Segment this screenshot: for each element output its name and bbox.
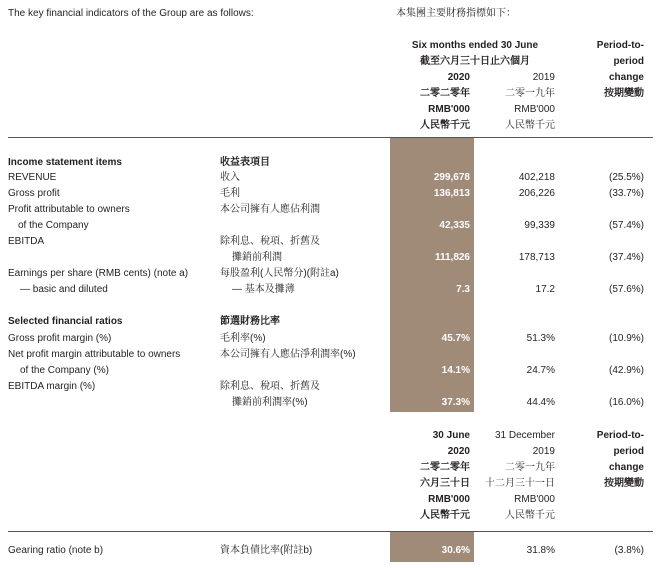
h2-col3-line4: 按期變動: [604, 478, 644, 489]
gearing-value-2019: 31.8%: [526, 545, 555, 556]
h2-col1-line2: 2020: [447, 446, 470, 457]
row-label-zh: 本公司擁有人應佔利潤: [220, 204, 320, 215]
value-change: (25.5%): [608, 172, 644, 183]
h1-col1-year-zh: 二零二零年: [420, 88, 470, 99]
value-2019: 99,339: [524, 220, 555, 231]
row-label-en: Gross profit: [8, 188, 60, 199]
income-title-en: Income statement items: [8, 157, 122, 168]
value-2019: 24.7%: [526, 365, 555, 376]
value-2020: 136,813: [433, 188, 470, 199]
h1-col3-line2: period: [613, 56, 644, 67]
value-change: (57.6%): [608, 284, 644, 295]
h1-col3-line1: Period-to-: [596, 40, 644, 51]
row-label-en: REVENUE: [8, 172, 57, 183]
h2-col2-line6: 人民幣千元: [505, 510, 555, 521]
row-label-zh-cont: — 基本及攤薄: [232, 284, 295, 295]
value-2019: 51.3%: [526, 333, 555, 344]
row-label-en: Gross profit margin (%): [8, 333, 112, 344]
value-change: (33.7%): [608, 188, 644, 199]
ratios-title-zh: 節選財務比率: [220, 316, 280, 327]
period-span-zh: 截至六月三十日止六個月: [420, 56, 530, 67]
h2-col2-line3: 二零一九年: [505, 462, 555, 473]
value-2019: 402,218: [518, 172, 555, 183]
row-label-zh-cont: 攤銷前利潤率(%): [232, 397, 308, 408]
row-label-en: Net profit margin attributable to owners: [8, 349, 181, 360]
value-2020: 37.3%: [441, 397, 470, 408]
value-2019: 178,713: [518, 252, 555, 263]
row-label-zh: 毛利率(%): [220, 333, 266, 344]
value-change: (10.9%): [608, 333, 644, 344]
intro-en: The key financial indicators of the Group are as follows:: [8, 8, 254, 19]
ratios-title-en: Selected financial ratios: [8, 316, 123, 327]
row-label-en-cont: of the Company: [18, 220, 89, 231]
header1-rule: [8, 137, 653, 138]
gearing-label-en: Gearing ratio (note b): [8, 545, 104, 556]
value-change: (16.0%): [608, 397, 644, 408]
income-title-zh: 收益表項目: [220, 157, 270, 168]
h2-col3-line2: period: [613, 446, 644, 457]
value-2020: 14.1%: [441, 365, 470, 376]
h2-col1-line5: RMB'000: [428, 494, 470, 505]
value-change: (57.4%): [608, 220, 644, 231]
gearing-value-2020: 30.6%: [441, 545, 470, 556]
h2-col3-line1: Period-to-: [596, 430, 644, 441]
h2-col3-line3: change: [608, 462, 644, 473]
h1-col3-line3: change: [608, 72, 644, 83]
row-label-zh: 毛利: [220, 188, 240, 199]
value-2020: 45.7%: [441, 333, 470, 344]
value-2019: 206,226: [518, 188, 555, 199]
value-2020: 7.3: [456, 284, 470, 295]
h2-col2-line1: 31 December: [494, 430, 555, 441]
row-label-zh-cont: 攤銷前利潤: [232, 252, 282, 263]
gearing-value-change: (3.8%): [614, 545, 644, 556]
h2-col1-line1: 30 June: [432, 430, 470, 441]
h2-col2-line2: 2019: [532, 446, 555, 457]
value-2020: 111,826: [434, 252, 470, 263]
h2-col2-line4: 十二月三十一日: [485, 478, 555, 489]
row-label-zh: 每股盈利(人民幣分)(附註a): [220, 268, 339, 279]
h1-col1-year: 2020: [447, 72, 470, 83]
h1-col2-year-zh: 二零一九年: [505, 88, 555, 99]
h1-col2-year: 2019: [532, 72, 555, 83]
gearing-label-zh: 資本負債比率(附註b): [220, 545, 313, 556]
h1-col3-line4: 按期變動: [604, 88, 644, 99]
value-2019: 44.4%: [526, 397, 555, 408]
row-label-en: EBITDA: [8, 236, 45, 247]
row-label-zh: 本公司擁有人應佔淨利潤率(%): [220, 349, 356, 360]
h1-col1-unit-zh: 人民幣千元: [420, 120, 470, 131]
row-label-en: Earnings per share (RMB cents) (note a): [8, 268, 189, 279]
value-2020: 42,335: [439, 220, 470, 231]
period-span-en: Six months ended 30 June: [411, 40, 539, 51]
h1-col1-unit: RMB'000: [428, 104, 470, 115]
value-2020: 299,678: [433, 172, 470, 183]
header2-rule: [8, 531, 653, 532]
h2-col1-line4: 六月三十日: [420, 478, 470, 489]
row-label-zh: 除利息、稅項、折舊及: [220, 236, 320, 247]
h1-col2-unit-zh: 人民幣千元: [505, 120, 555, 131]
row-label-zh: 除利息、稅項、折舊及: [220, 381, 320, 392]
row-label-zh: 收入: [220, 172, 240, 183]
value-change: (37.4%): [608, 252, 644, 263]
row-label-en-cont: of the Company (%): [20, 365, 109, 376]
h1-col2-unit: RMB'000: [514, 104, 555, 115]
h2-col1-line3: 二零二零年: [420, 462, 470, 473]
h2-col1-line6: 人民幣千元: [420, 510, 470, 521]
value-change: (42.9%): [608, 365, 644, 376]
h2-col2-line5: RMB'000: [514, 494, 555, 505]
value-2019: 17.2: [535, 284, 555, 295]
row-label-en-cont: — basic and diluted: [20, 284, 108, 295]
intro-zh: 本集團主要財務指標如下：: [396, 8, 516, 19]
row-label-en: Profit attributable to owners: [8, 204, 130, 215]
row-label-en: EBITDA margin (%): [8, 381, 96, 392]
